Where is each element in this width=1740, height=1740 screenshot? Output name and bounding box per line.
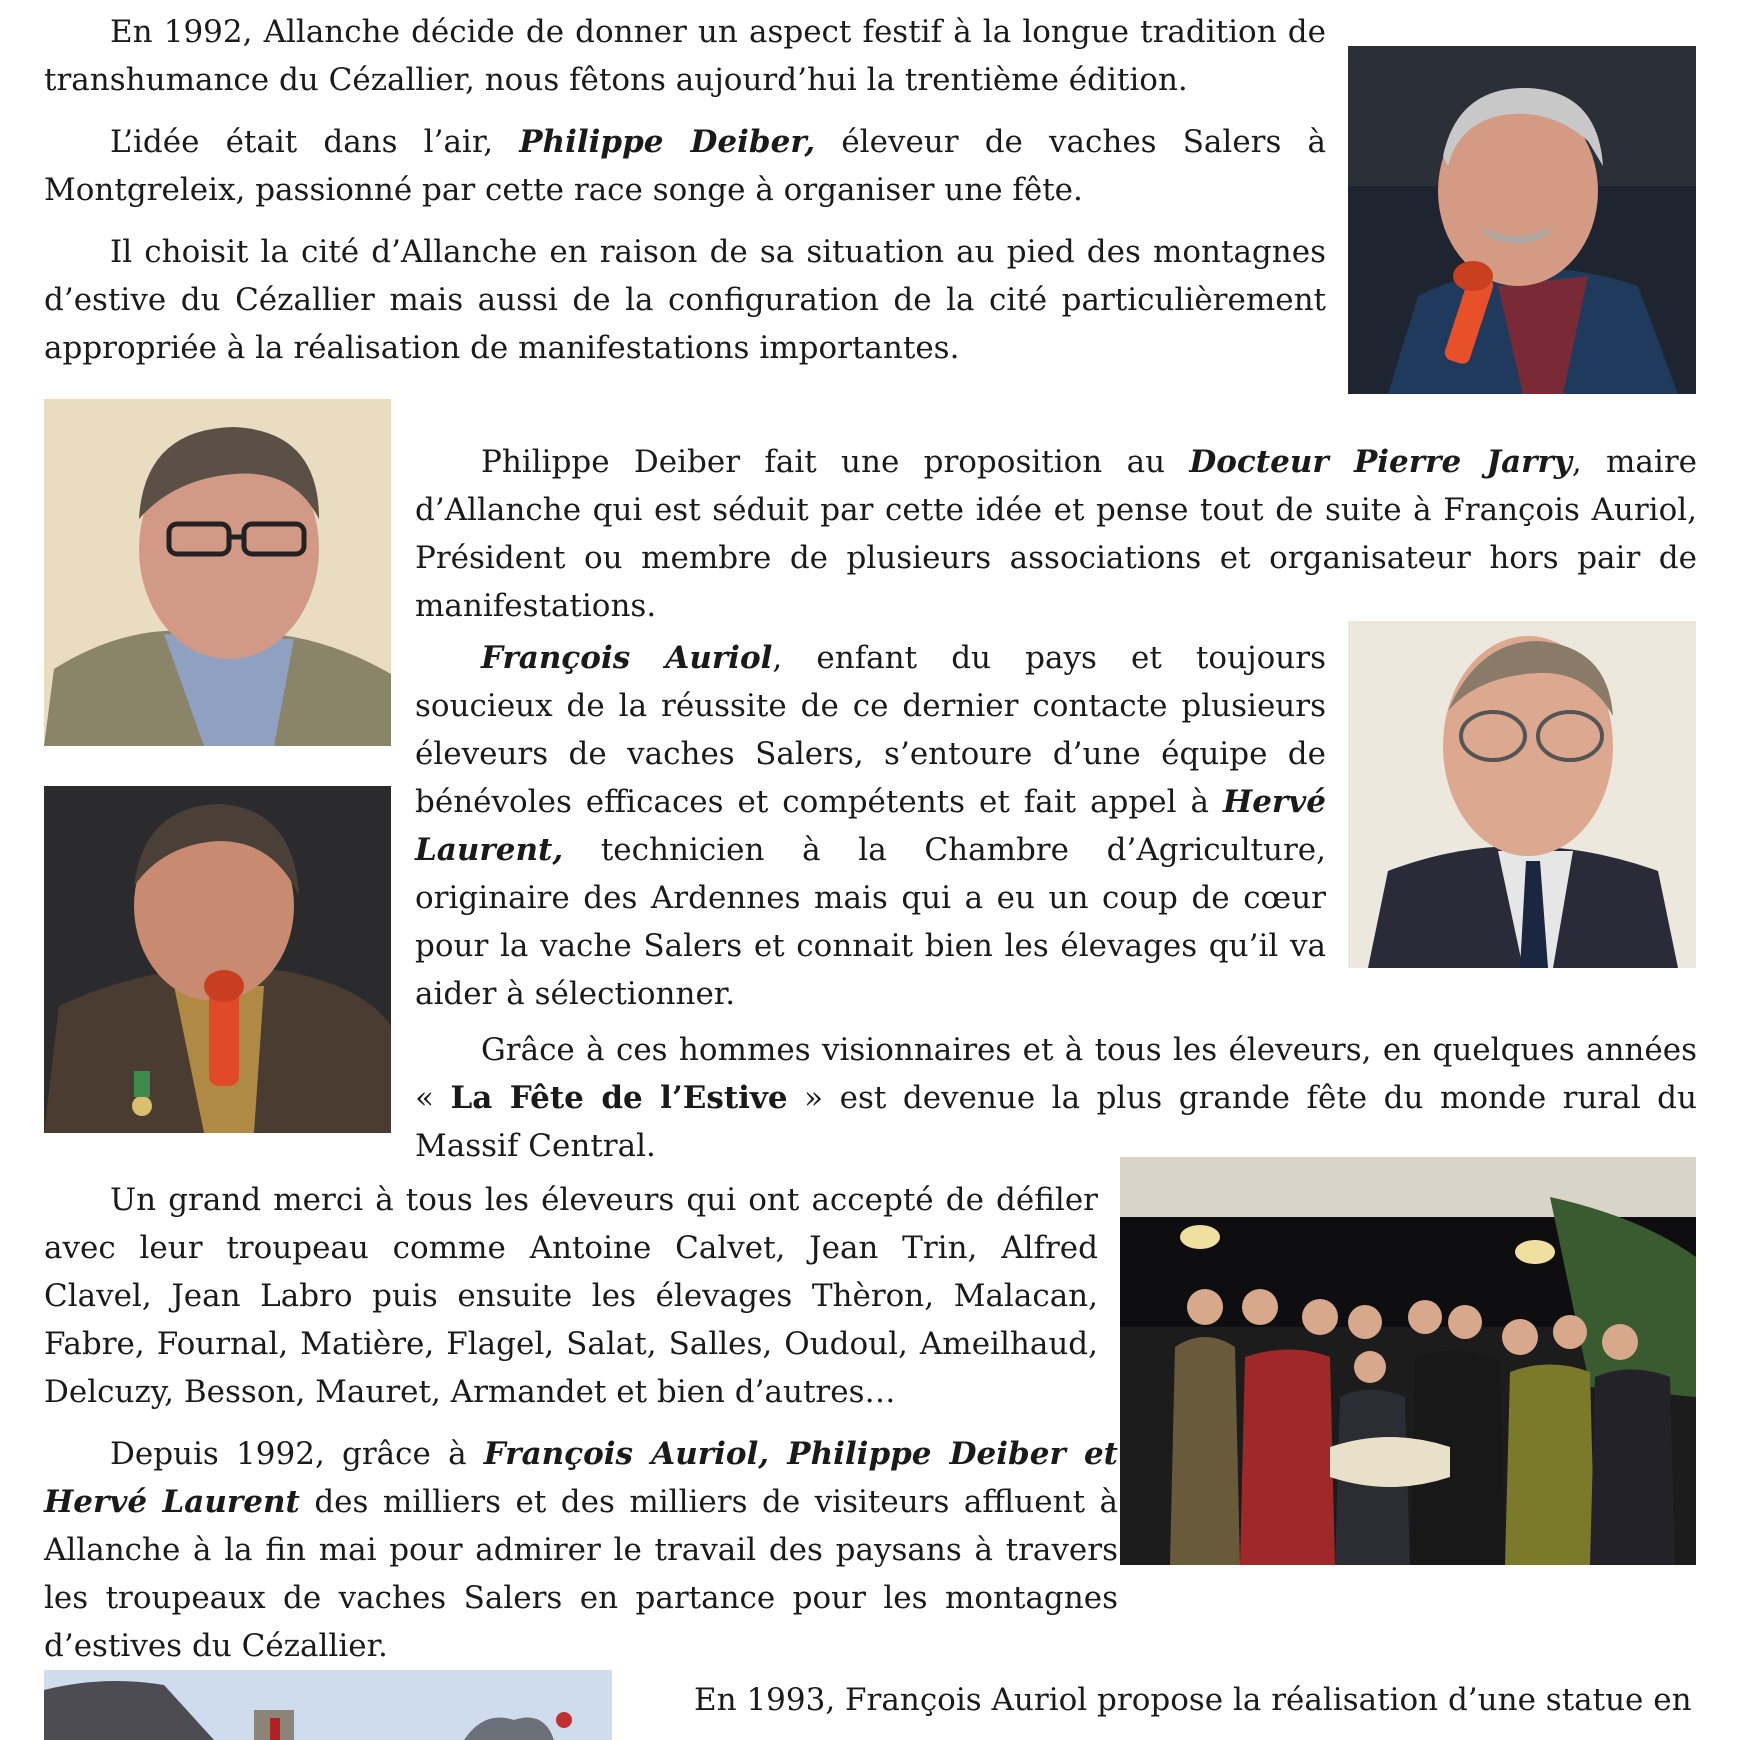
thanks-text	[44, 1176, 1118, 1670]
visionaries-text	[415, 1026, 1697, 1170]
photo-pierre-jarry	[44, 399, 391, 746]
person-name: Hervé Laurent,	[415, 784, 1326, 868]
photo-francois-auriol	[1348, 621, 1696, 968]
paragraph: Un grand merci à tous les éleveurs qui ont accepté de défiler avec leur troupeau comme Antoine Calvet, Jean Trin, Alfred Clavel, Jean Labro puis ensuite les élevages Thèron, Malacan, Fabre, Fournal, Matière, Flagel, Salat, Salles, Oudoul, Ameilhaud, Delcuzy, Besson, Mauret, Armandet et bien d’autres…	[44, 1182, 1098, 1410]
paragraph: En 1993, François Auriol propose la réalisation d’une statue en	[694, 1682, 1692, 1718]
paragraph: François Auriol, enfant du pays et toujours soucieux de la réussite de ce dernier contacte plusieurs éleveurs de vaches Salers, s’entoure d’une équipe de bénévoles efficaces et compétents et fait appel à Hervé Laurent, technicien à la Chambre d’Agriculture, originaire des Ardennes mais qui a eu un coup de cœur pour la vache Salers et connait bien les élevages qu’il va aider à sélectionner.	[415, 640, 1326, 1012]
paragraph: Grâce à ces hommes visionnaires et à tous les éleveurs, en quelques années « La Fête de l’Estive » est devenue la plus grande fête du monde rural du Massif Central.	[415, 1032, 1697, 1164]
statue-text	[628, 1676, 1696, 1724]
paragraph: L’idée était dans l’air, Philippe Deiber, éleveur de vaches Salers à Montgreleix, passionné par cette race songe à organiser une fête.	[44, 124, 1326, 208]
photo-building	[44, 1670, 612, 1740]
person-name: François Auriol	[481, 640, 773, 676]
person-name: Docteur Pierre Jarry	[1189, 444, 1572, 480]
person-name: Philippe Deiber,	[519, 124, 816, 160]
paragraph: Philippe Deiber fait une proposition au Docteur Pierre Jarry, maire d’Allanche qui est séduit par cette idée et pense tout de suite à François Auriol, Président ou membre de plusieurs associations et organisateur hors pair de manifestations.	[415, 444, 1697, 624]
photo-philippe-deiber	[1348, 46, 1696, 394]
paragraph: Il choisit la cité d’Allanche en raison de sa situation au pied des montagnes d’estive du Cézallier mais aussi de la configuration de la cité particulièrement appropriée à la réalisation de manifestations importantes.	[44, 234, 1326, 366]
person-name: François Auriol, Philippe Deiber et Hervé Laurent	[44, 1436, 1118, 1520]
auriol-text	[415, 634, 1326, 1018]
photo-herve-laurent	[44, 786, 391, 1133]
paragraph: Depuis 1992, grâce à François Auriol, Philippe Deiber et Hervé Laurent des milliers et des milliers de visiteurs affluent à Allanche à la fin mai pour admirer le travail des paysans à travers les troupeaux de vaches Salers en partance pour les montagnes d’estives du Cézallier.	[44, 1436, 1118, 1664]
proposal-text	[415, 438, 1697, 630]
event-name: La Fête de l’Estive	[450, 1080, 788, 1116]
intro-text	[44, 8, 1326, 372]
paragraph: En 1992, Allanche décide de donner un aspect festif à la longue tradition de transhumance du Cézallier, nous fêtons aujourd’hui la trentième édition.	[44, 14, 1326, 98]
photo-group	[1120, 1157, 1696, 1565]
